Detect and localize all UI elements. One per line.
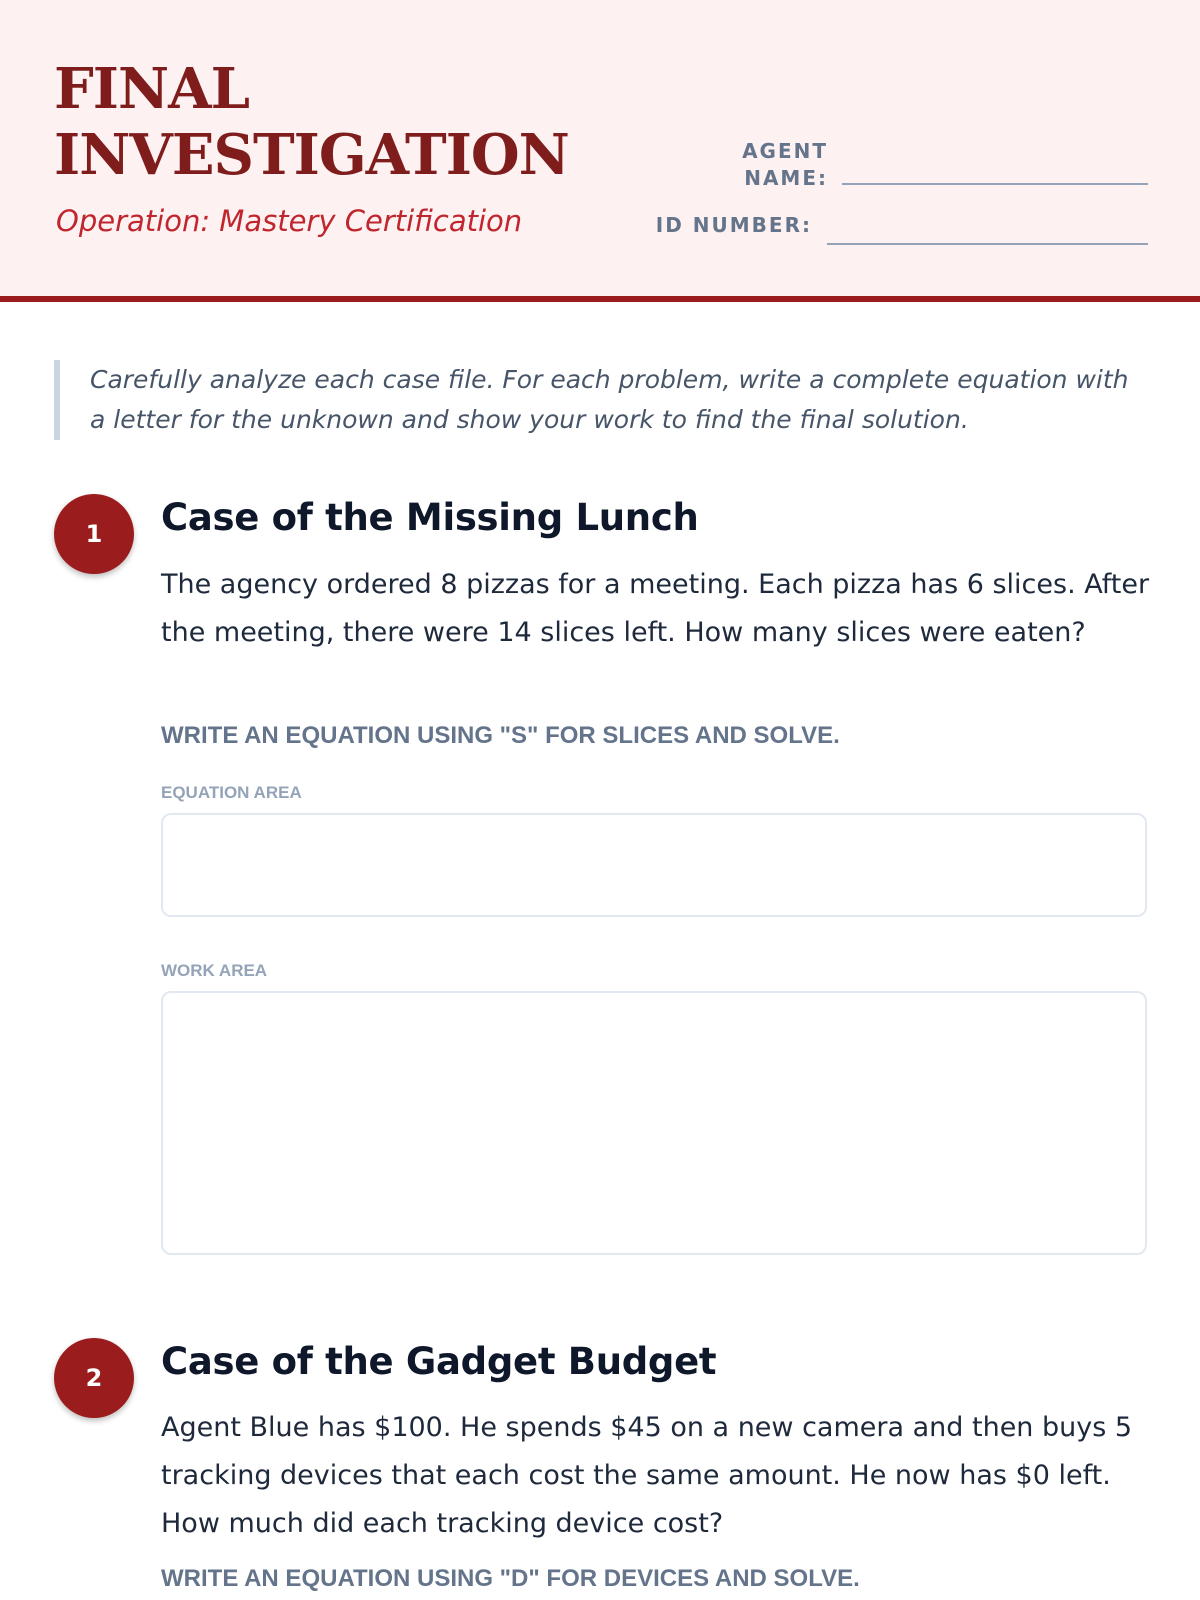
agent-name-label (700, 138, 828, 192)
equation-area-label: EQUATION AREA (161, 783, 302, 802)
case-description: The agency ordered 8 pizzas for a meeting. Each pizza has 6 slices. After the meeting, there were 14 slices left. How many slices were eaten? (161, 569, 1150, 648)
agent-name-field[interactable] (842, 183, 1148, 185)
case-instruction: WRITE AN EQUATION USING "D" FOR DEVICES AND SOLVE. (161, 1565, 860, 1592)
agent-name-label-line-1: AGENT (742, 139, 828, 163)
page-subtitle: Operation: Mastery Certification (56, 204, 523, 238)
title-line-2: INVESTIGATION (54, 122, 569, 188)
title-line-1: FINAL (54, 56, 249, 122)
case-number-badge: 2 (54, 1338, 134, 1418)
worksheet-header (0, 0, 1200, 302)
equation-area-input[interactable] (161, 813, 1147, 917)
id-number-label: ID NUMBER: (655, 213, 812, 237)
case-description: Agent Blue has $100. He spends $45 on a new camera and then buys 5 tracking devices that each cost the same amount. He now has $0 left. How much did each tracking device cost? (161, 1412, 1133, 1539)
case-title: Case of the Gadget Budget (161, 1340, 717, 1383)
case-title: Case of the Missing Lunch (161, 496, 699, 539)
agent-name-label-line-2: NAME: (744, 166, 828, 190)
work-area-input[interactable] (161, 991, 1147, 1255)
case-instruction: WRITE AN EQUATION USING "S" FOR SLICES AND SOLVE. (161, 722, 840, 749)
page-title (54, 56, 569, 188)
id-number-field[interactable] (827, 243, 1148, 245)
work-area-label: WORK AREA (161, 961, 268, 980)
instructions-text: Carefully analyze each case file. For each problem, write a complete equation with a letter for the unknown and show your work to find the final solution. (54, 360, 1146, 440)
case-number-badge: 1 (54, 494, 134, 574)
